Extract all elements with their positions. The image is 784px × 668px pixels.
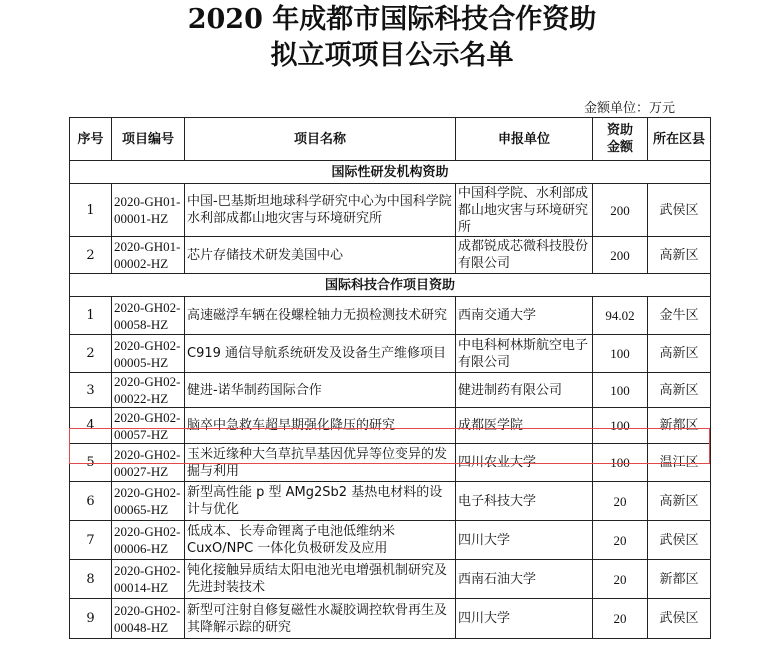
- table-row: [70, 482, 711, 521]
- cell-amount: 20: [593, 521, 648, 560]
- section-title: 国际科技合作项目资助: [70, 274, 711, 297]
- table-header-row: [70, 118, 711, 161]
- cell-no: 5: [70, 444, 112, 482]
- cell-name: 脑卒中急救车超早期强化降压的研究: [185, 408, 456, 444]
- cell-code: 2020-GH02-00065-HZ: [112, 482, 185, 521]
- cell-name: 高速磁浮车辆在役螺栓轴力无损检测技术研究: [185, 297, 456, 335]
- cell-no: 9: [70, 599, 112, 639]
- cell-code: 2020-GH02-00027-HZ: [112, 444, 185, 482]
- cell-name: 钝化接触异质结太阳电池光电增强机制研究及先进封装技术: [185, 560, 456, 599]
- cell-org: 中电科柯林斯航空电子有限公司: [456, 335, 593, 373]
- cell-no: 7: [70, 521, 112, 560]
- cell-org: 四川农业大学: [456, 444, 593, 482]
- cell-no: 2: [70, 237, 112, 274]
- table-row: [70, 408, 711, 444]
- cell-amount: 200: [593, 184, 648, 237]
- cell-district: 温江区: [648, 444, 711, 482]
- cell-district: 高新区: [648, 373, 711, 408]
- cell-name: 中国-巴基斯坦地球科学研究中心为中国科学院水利部成都山地灾害与环境研究所: [185, 184, 456, 237]
- cell-district: 武侯区: [648, 184, 711, 237]
- cell-name: 玉米近缘种大刍草抗旱基因优异等位变异的发掘与利用: [185, 444, 456, 482]
- header-name: 项目名称: [185, 118, 456, 161]
- cell-amount: 200: [593, 237, 648, 274]
- cell-org: 西南交通大学: [456, 297, 593, 335]
- cell-no: 1: [70, 184, 112, 237]
- cell-no: 6: [70, 482, 112, 521]
- amount-unit-note: 金额单位：万元: [583, 101, 675, 116]
- cell-code: 2020-GH01-00001-HZ: [112, 184, 185, 237]
- document-title-line1: 2020 年成都市国际科技合作资助: [187, 4, 597, 35]
- cell-amount: 20: [593, 482, 648, 521]
- cell-code: 2020-GH02-00057-HZ: [112, 408, 185, 444]
- header-org: 申报单位: [456, 118, 593, 161]
- cell-district: 武侯区: [648, 521, 711, 560]
- cell-name: 新型可注射自修复磁性水凝胶调控软骨再生及其降解示踪的研究: [185, 599, 456, 639]
- cell-district: 高新区: [648, 335, 711, 373]
- cell-no: 1: [70, 297, 112, 335]
- table-row: [70, 237, 711, 274]
- cell-district: 新都区: [648, 408, 711, 444]
- cell-amount: 20: [593, 560, 648, 599]
- cell-org: 四川大学: [456, 599, 593, 639]
- cell-code: 2020-GH01-00002-HZ: [112, 237, 185, 274]
- cell-org: 成都锐成芯微科技股份有限公司: [456, 237, 593, 274]
- cell-name: 低成本、长寿命锂离子电池低维纳米CuxO/NPC 一体化负极研发及应用: [185, 521, 456, 560]
- table-row: [70, 184, 711, 237]
- cell-amount: 100: [593, 335, 648, 373]
- cell-district: 武侯区: [648, 599, 711, 639]
- project-list-table: [69, 117, 711, 639]
- cell-amount: 100: [593, 408, 648, 444]
- table-row: [70, 297, 711, 335]
- cell-district: 新都区: [648, 560, 711, 599]
- cell-code: 2020-GH02-00048-HZ: [112, 599, 185, 639]
- table-row: [70, 335, 711, 373]
- cell-code: 2020-GH02-00022-HZ: [112, 373, 185, 408]
- cell-name: 芯片存储技术研发美国中心: [185, 237, 456, 274]
- cell-district: 高新区: [648, 482, 711, 521]
- table-row: [70, 521, 711, 560]
- cell-org: 四川大学: [456, 521, 593, 560]
- cell-org: 西南石油大学: [456, 560, 593, 599]
- cell-org: 健进制药有限公司: [456, 373, 593, 408]
- cell-amount: 100: [593, 373, 648, 408]
- cell-amount: 20: [593, 599, 648, 639]
- header-amount: 资助金额: [593, 118, 648, 161]
- cell-no: 2: [70, 335, 112, 373]
- table-row: [70, 560, 711, 599]
- section-row: [70, 161, 711, 184]
- header-code: 项目编号: [112, 118, 185, 161]
- cell-district: 金牛区: [648, 297, 711, 335]
- cell-org: 成都医学院: [456, 408, 593, 444]
- cell-no: 3: [70, 373, 112, 408]
- section-title: 国际性研发机构资助: [70, 161, 711, 184]
- cell-name: 健进-诺华制药国际合作: [185, 373, 456, 408]
- cell-district: 高新区: [648, 237, 711, 274]
- cell-amount: 100: [593, 444, 648, 482]
- cell-code: 2020-GH02-00005-HZ: [112, 335, 185, 373]
- cell-code: 2020-GH02-00006-HZ: [112, 521, 185, 560]
- table-row: [70, 444, 711, 482]
- cell-org: 电子科技大学: [456, 482, 593, 521]
- cell-org: 中国科学院、水利部成都山地灾害与环境研究所: [456, 184, 593, 237]
- document-title-line2: 拟立项项目公示名单: [270, 40, 514, 71]
- section-row: [70, 274, 711, 297]
- cell-no: 8: [70, 560, 112, 599]
- cell-code: 2020-GH02-00014-HZ: [112, 560, 185, 599]
- table-row: [70, 599, 711, 639]
- cell-amount: 94.02: [593, 297, 648, 335]
- cell-no: 4: [70, 408, 112, 444]
- table-row: [70, 373, 711, 408]
- header-no: 序号: [70, 118, 112, 161]
- cell-code: 2020-GH02-00058-HZ: [112, 297, 185, 335]
- header-district: 所在区县: [648, 118, 711, 161]
- cell-name: 新型高性能 p 型 AMg2Sb2 基热电材料的设计与优化: [185, 482, 456, 521]
- cell-name: C919 通信导航系统研发及设备生产维修项目: [185, 335, 456, 373]
